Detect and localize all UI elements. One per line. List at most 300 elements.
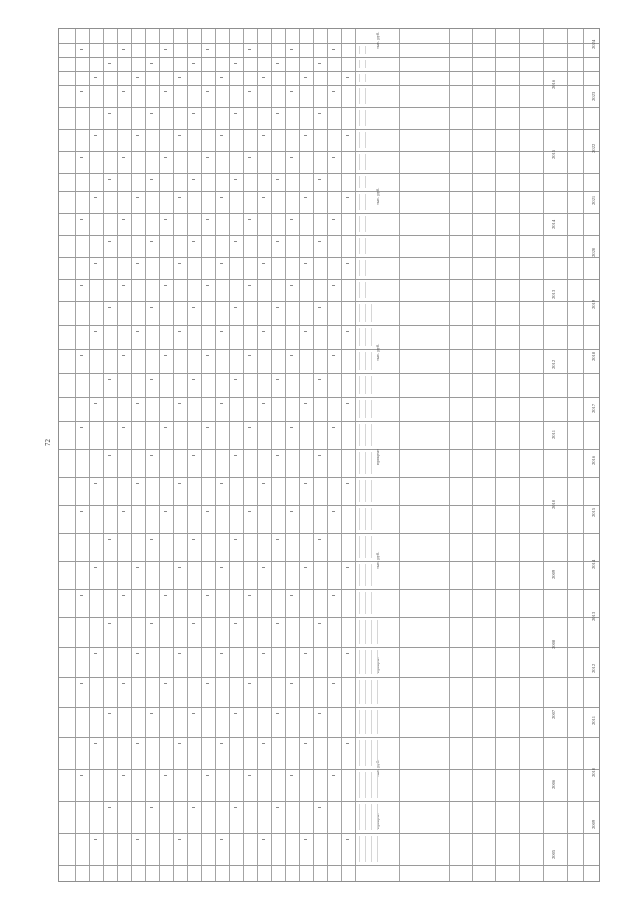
description-text-line bbox=[365, 110, 366, 126]
cell-mark bbox=[346, 743, 349, 744]
cell-mark bbox=[108, 63, 111, 64]
table-column-divider bbox=[472, 29, 473, 881]
table-row-divider bbox=[59, 707, 599, 708]
cell-mark bbox=[304, 331, 307, 332]
cell-mark bbox=[94, 483, 97, 484]
cell-mark bbox=[332, 355, 335, 356]
description-text-line bbox=[359, 650, 360, 674]
description-text-line bbox=[359, 400, 360, 418]
table-column-divider bbox=[187, 29, 188, 881]
cell-mark bbox=[80, 157, 83, 158]
table-row-divider bbox=[59, 173, 599, 174]
description-text-line bbox=[377, 836, 378, 862]
description-text-line bbox=[365, 508, 366, 530]
cell-mark bbox=[108, 807, 111, 808]
cell-mark bbox=[178, 263, 181, 264]
cell-mark bbox=[262, 135, 265, 136]
cell-mark bbox=[164, 91, 167, 92]
description-text-line bbox=[359, 480, 360, 502]
description-text-line bbox=[365, 452, 366, 474]
cell-mark bbox=[122, 427, 125, 428]
unit-label: процент bbox=[375, 656, 380, 673]
cell-mark bbox=[290, 49, 293, 50]
cell-mark bbox=[262, 483, 265, 484]
cell-mark bbox=[192, 179, 195, 180]
cell-mark bbox=[304, 135, 307, 136]
cell-mark bbox=[80, 775, 83, 776]
table-column-divider bbox=[341, 29, 342, 881]
cell-mark bbox=[108, 241, 111, 242]
table-row-divider bbox=[59, 257, 599, 258]
cell-mark bbox=[234, 623, 237, 624]
description-text-line bbox=[359, 88, 360, 104]
cell-mark bbox=[220, 743, 223, 744]
table-column-divider bbox=[229, 29, 230, 881]
description-text-line bbox=[365, 260, 366, 276]
description-text-line bbox=[365, 154, 366, 170]
description-text-line bbox=[359, 772, 360, 798]
cell-mark bbox=[276, 379, 279, 380]
cell-mark bbox=[178, 331, 181, 332]
table-row-divider bbox=[59, 477, 599, 478]
description-text-line bbox=[365, 836, 366, 862]
description-text-line bbox=[365, 88, 366, 104]
cell-mark bbox=[346, 567, 349, 568]
cell-mark bbox=[192, 241, 195, 242]
cell-mark bbox=[94, 135, 97, 136]
cell-mark bbox=[276, 113, 279, 114]
cell-mark bbox=[346, 331, 349, 332]
unit-label: тыс. руб. bbox=[375, 31, 380, 49]
description-text-line bbox=[365, 376, 366, 394]
cell-mark bbox=[220, 135, 223, 136]
description-text-line bbox=[359, 620, 360, 644]
cell-mark bbox=[346, 403, 349, 404]
description-text-line bbox=[371, 772, 372, 798]
description-text-line bbox=[365, 480, 366, 502]
description-text-line bbox=[359, 452, 360, 474]
cell-mark bbox=[276, 807, 279, 808]
page-number: 72 bbox=[44, 439, 52, 446]
description-text-line bbox=[365, 132, 366, 148]
cell-mark bbox=[262, 263, 265, 264]
table-row-divider bbox=[59, 279, 599, 280]
cell-mark bbox=[318, 623, 321, 624]
row-year-label: 2012 bbox=[591, 663, 596, 673]
table-row-divider bbox=[59, 647, 599, 648]
row-year-label: 2010 bbox=[591, 767, 596, 777]
cell-mark bbox=[332, 157, 335, 158]
cell-mark bbox=[276, 713, 279, 714]
cell-mark bbox=[80, 219, 83, 220]
description-text-line bbox=[359, 74, 360, 82]
table-column-divider bbox=[173, 29, 174, 881]
cell-mark bbox=[192, 379, 195, 380]
description-text-line bbox=[359, 836, 360, 862]
cell-mark bbox=[262, 331, 265, 332]
table-row-divider bbox=[59, 769, 599, 770]
cell-mark bbox=[164, 595, 167, 596]
cell-mark bbox=[136, 839, 139, 840]
row-year-label: 2019 bbox=[591, 299, 596, 309]
row-year-label: 2022 bbox=[591, 143, 596, 153]
cell-mark bbox=[262, 403, 265, 404]
cell-mark bbox=[206, 427, 209, 428]
cell-mark bbox=[150, 241, 153, 242]
cell-mark bbox=[248, 683, 251, 684]
cell-mark bbox=[346, 653, 349, 654]
cell-mark bbox=[178, 483, 181, 484]
row-year-label: 2024 bbox=[591, 39, 596, 49]
cell-mark bbox=[234, 241, 237, 242]
cell-mark bbox=[318, 539, 321, 540]
cell-mark bbox=[318, 63, 321, 64]
cell-mark bbox=[80, 49, 83, 50]
cell-mark bbox=[136, 135, 139, 136]
data-table bbox=[58, 28, 600, 882]
cell-mark bbox=[164, 355, 167, 356]
cell-mark bbox=[276, 179, 279, 180]
cell-mark bbox=[178, 197, 181, 198]
cell-mark bbox=[234, 807, 237, 808]
description-text-line bbox=[365, 804, 366, 830]
cell-mark bbox=[318, 807, 321, 808]
cell-mark bbox=[164, 219, 167, 220]
column-header-year: 2007 bbox=[551, 709, 556, 719]
cell-mark bbox=[192, 539, 195, 540]
description-text-line bbox=[359, 216, 360, 232]
cell-mark bbox=[164, 775, 167, 776]
description-text-line bbox=[359, 424, 360, 446]
cell-mark bbox=[178, 567, 181, 568]
cell-mark bbox=[290, 219, 293, 220]
cell-mark bbox=[80, 683, 83, 684]
description-text-line bbox=[365, 282, 366, 298]
description-text-line bbox=[359, 740, 360, 766]
cell-mark bbox=[94, 403, 97, 404]
cell-mark bbox=[206, 355, 209, 356]
description-text-line bbox=[371, 592, 372, 614]
row-year-label: 2018 bbox=[591, 351, 596, 361]
description-text-line bbox=[365, 424, 366, 446]
cell-mark bbox=[178, 653, 181, 654]
description-text-line bbox=[359, 110, 360, 126]
cell-mark bbox=[290, 511, 293, 512]
cell-mark bbox=[80, 595, 83, 596]
table-row-divider bbox=[59, 235, 599, 236]
cell-mark bbox=[122, 775, 125, 776]
cell-mark bbox=[122, 683, 125, 684]
cell-mark bbox=[276, 307, 279, 308]
cell-mark bbox=[80, 355, 83, 356]
cell-mark bbox=[136, 483, 139, 484]
description-text-line bbox=[371, 304, 372, 322]
table-row-divider bbox=[59, 71, 599, 72]
cell-mark bbox=[220, 483, 223, 484]
unit-label: процент bbox=[375, 812, 380, 829]
cell-mark bbox=[304, 653, 307, 654]
description-text-line bbox=[359, 304, 360, 322]
cell-mark bbox=[248, 595, 251, 596]
cell-mark bbox=[248, 285, 251, 286]
cell-mark bbox=[150, 63, 153, 64]
cell-mark bbox=[332, 219, 335, 220]
cell-mark bbox=[178, 135, 181, 136]
cell-mark bbox=[248, 511, 251, 512]
cell-mark bbox=[136, 263, 139, 264]
table-row-divider bbox=[59, 373, 599, 374]
unit-label: тыс. руб. bbox=[375, 551, 380, 569]
description-text-line bbox=[365, 176, 366, 188]
column-header-year: 2012 bbox=[551, 359, 556, 369]
cell-mark bbox=[108, 713, 111, 714]
description-text-line bbox=[365, 60, 366, 68]
cell-mark bbox=[220, 653, 223, 654]
cell-mark bbox=[346, 263, 349, 264]
description-text-line bbox=[365, 400, 366, 418]
cell-mark bbox=[122, 355, 125, 356]
cell-mark bbox=[248, 355, 251, 356]
description-text-line bbox=[359, 46, 360, 54]
cell-mark bbox=[220, 839, 223, 840]
cell-mark bbox=[290, 285, 293, 286]
column-header-year: 2016 bbox=[551, 79, 556, 89]
table-column-divider bbox=[543, 29, 544, 881]
description-text-line bbox=[359, 154, 360, 170]
table-row-divider bbox=[59, 57, 599, 58]
description-text-line bbox=[371, 352, 372, 370]
cell-mark bbox=[220, 197, 223, 198]
table-row-divider bbox=[59, 43, 599, 44]
cell-mark bbox=[262, 653, 265, 654]
column-header-year: 2006 bbox=[551, 779, 556, 789]
cell-mark bbox=[332, 427, 335, 428]
cell-mark bbox=[136, 743, 139, 744]
description-text-line bbox=[365, 620, 366, 644]
cell-mark bbox=[206, 511, 209, 512]
cell-mark bbox=[164, 683, 167, 684]
table-column-divider bbox=[131, 29, 132, 881]
cell-mark bbox=[234, 63, 237, 64]
cell-mark bbox=[206, 285, 209, 286]
cell-mark bbox=[318, 713, 321, 714]
cell-mark bbox=[332, 595, 335, 596]
row-year-label: 2013 bbox=[591, 611, 596, 621]
cell-mark bbox=[80, 91, 83, 92]
table-column-divider bbox=[299, 29, 300, 881]
description-text-line bbox=[371, 650, 372, 674]
cell-mark bbox=[332, 775, 335, 776]
description-text-line bbox=[371, 804, 372, 830]
cell-mark bbox=[94, 653, 97, 654]
table-row-divider bbox=[59, 677, 599, 678]
cell-mark bbox=[220, 567, 223, 568]
cell-mark bbox=[206, 91, 209, 92]
cell-mark bbox=[332, 49, 335, 50]
cell-mark bbox=[164, 49, 167, 50]
cell-mark bbox=[290, 157, 293, 158]
description-text-line bbox=[371, 328, 372, 346]
description-text-line bbox=[359, 710, 360, 734]
cell-mark bbox=[178, 403, 181, 404]
description-text-line bbox=[359, 132, 360, 148]
cell-mark bbox=[304, 567, 307, 568]
row-year-label: 2015 bbox=[591, 507, 596, 517]
cell-mark bbox=[192, 807, 195, 808]
description-text-line bbox=[365, 710, 366, 734]
cell-mark bbox=[332, 511, 335, 512]
table-column-divider bbox=[159, 29, 160, 881]
cell-mark bbox=[206, 683, 209, 684]
description-text-line bbox=[365, 352, 366, 370]
table-column-divider bbox=[89, 29, 90, 881]
description-text-line bbox=[377, 740, 378, 766]
cell-mark bbox=[290, 775, 293, 776]
table-row-divider bbox=[59, 213, 599, 214]
description-text-line bbox=[359, 60, 360, 68]
cell-mark bbox=[304, 197, 307, 198]
description-text-line bbox=[359, 680, 360, 704]
description-text-line bbox=[371, 376, 372, 394]
cell-mark bbox=[94, 197, 97, 198]
cell-mark bbox=[94, 567, 97, 568]
description-text-line bbox=[371, 680, 372, 704]
table-column-divider bbox=[399, 29, 400, 881]
column-header-year: 2005 bbox=[551, 849, 556, 859]
cell-mark bbox=[234, 113, 237, 114]
cell-mark bbox=[80, 427, 83, 428]
table-row-divider bbox=[59, 505, 599, 506]
cell-mark bbox=[80, 511, 83, 512]
cell-mark bbox=[136, 331, 139, 332]
column-header-year: 2009 bbox=[551, 569, 556, 579]
cell-mark bbox=[150, 307, 153, 308]
unit-label: тыс. руб. bbox=[375, 759, 380, 777]
cell-mark bbox=[304, 483, 307, 484]
cell-mark bbox=[192, 113, 195, 114]
column-header-year: 2011 bbox=[551, 429, 556, 439]
cell-mark bbox=[318, 113, 321, 114]
row-year-label: 2014 bbox=[591, 559, 596, 569]
description-text-line bbox=[377, 680, 378, 704]
cell-mark bbox=[346, 77, 349, 78]
description-text-line bbox=[359, 260, 360, 276]
description-text-line bbox=[371, 536, 372, 558]
cell-mark bbox=[332, 285, 335, 286]
cell-mark bbox=[276, 455, 279, 456]
cell-mark bbox=[248, 91, 251, 92]
table-row-divider bbox=[59, 85, 599, 86]
table-row-divider bbox=[59, 191, 599, 192]
table-row-divider bbox=[59, 617, 599, 618]
cell-mark bbox=[248, 219, 251, 220]
table-row-divider bbox=[59, 129, 599, 130]
table-row-divider bbox=[59, 397, 599, 398]
cell-mark bbox=[290, 355, 293, 356]
cell-mark bbox=[304, 77, 307, 78]
cell-mark bbox=[150, 179, 153, 180]
description-text-line bbox=[371, 836, 372, 862]
table-column-divider bbox=[75, 29, 76, 881]
description-text-line bbox=[365, 194, 366, 210]
table-row-divider bbox=[59, 421, 599, 422]
table-column-divider bbox=[567, 29, 568, 881]
cell-mark bbox=[332, 91, 335, 92]
cell-mark bbox=[192, 713, 195, 714]
description-text-line bbox=[371, 452, 372, 474]
cell-mark bbox=[136, 197, 139, 198]
table-column-divider bbox=[313, 29, 314, 881]
cell-mark bbox=[318, 179, 321, 180]
cell-mark bbox=[122, 157, 125, 158]
unit-label: процент bbox=[375, 448, 380, 465]
cell-mark bbox=[262, 567, 265, 568]
cell-mark bbox=[248, 427, 251, 428]
cell-mark bbox=[290, 91, 293, 92]
description-text-line bbox=[371, 508, 372, 530]
cell-mark bbox=[164, 511, 167, 512]
table-row-divider bbox=[59, 325, 599, 326]
cell-mark bbox=[234, 307, 237, 308]
cell-mark bbox=[234, 379, 237, 380]
cell-mark bbox=[206, 595, 209, 596]
cell-mark bbox=[150, 113, 153, 114]
cell-mark bbox=[108, 307, 111, 308]
cell-mark bbox=[318, 307, 321, 308]
description-text-line bbox=[359, 328, 360, 346]
cell-mark bbox=[290, 427, 293, 428]
cell-mark bbox=[136, 403, 139, 404]
cell-mark bbox=[150, 807, 153, 808]
description-text-line bbox=[371, 564, 372, 586]
cell-mark bbox=[192, 455, 195, 456]
column-header-year: 2013 bbox=[551, 289, 556, 299]
description-text-line bbox=[359, 804, 360, 830]
description-text-line bbox=[359, 536, 360, 558]
table-column-divider bbox=[449, 29, 450, 881]
cell-mark bbox=[290, 595, 293, 596]
cell-mark bbox=[108, 455, 111, 456]
description-text-line bbox=[377, 804, 378, 830]
cell-mark bbox=[108, 113, 111, 114]
table-row-divider bbox=[59, 865, 599, 866]
description-text-line bbox=[365, 238, 366, 254]
cell-mark bbox=[304, 743, 307, 744]
cell-mark bbox=[150, 623, 153, 624]
table-column-divider bbox=[243, 29, 244, 881]
cell-mark bbox=[122, 49, 125, 50]
description-text-line bbox=[359, 194, 360, 210]
cell-mark bbox=[234, 713, 237, 714]
description-text-line bbox=[359, 508, 360, 530]
cell-mark bbox=[234, 539, 237, 540]
cell-mark bbox=[346, 483, 349, 484]
row-year-label: 2021 bbox=[591, 195, 596, 205]
description-text-line bbox=[365, 564, 366, 586]
description-text-line bbox=[365, 74, 366, 82]
description-text-line bbox=[371, 400, 372, 418]
cell-mark bbox=[262, 77, 265, 78]
description-text-line bbox=[365, 536, 366, 558]
cell-mark bbox=[136, 77, 139, 78]
table-row-divider bbox=[59, 107, 599, 108]
description-text-line bbox=[365, 680, 366, 704]
cell-mark bbox=[318, 455, 321, 456]
cell-mark bbox=[332, 683, 335, 684]
cell-mark bbox=[220, 77, 223, 78]
column-header-year: 2014 bbox=[551, 219, 556, 229]
table-column-divider bbox=[495, 29, 496, 881]
